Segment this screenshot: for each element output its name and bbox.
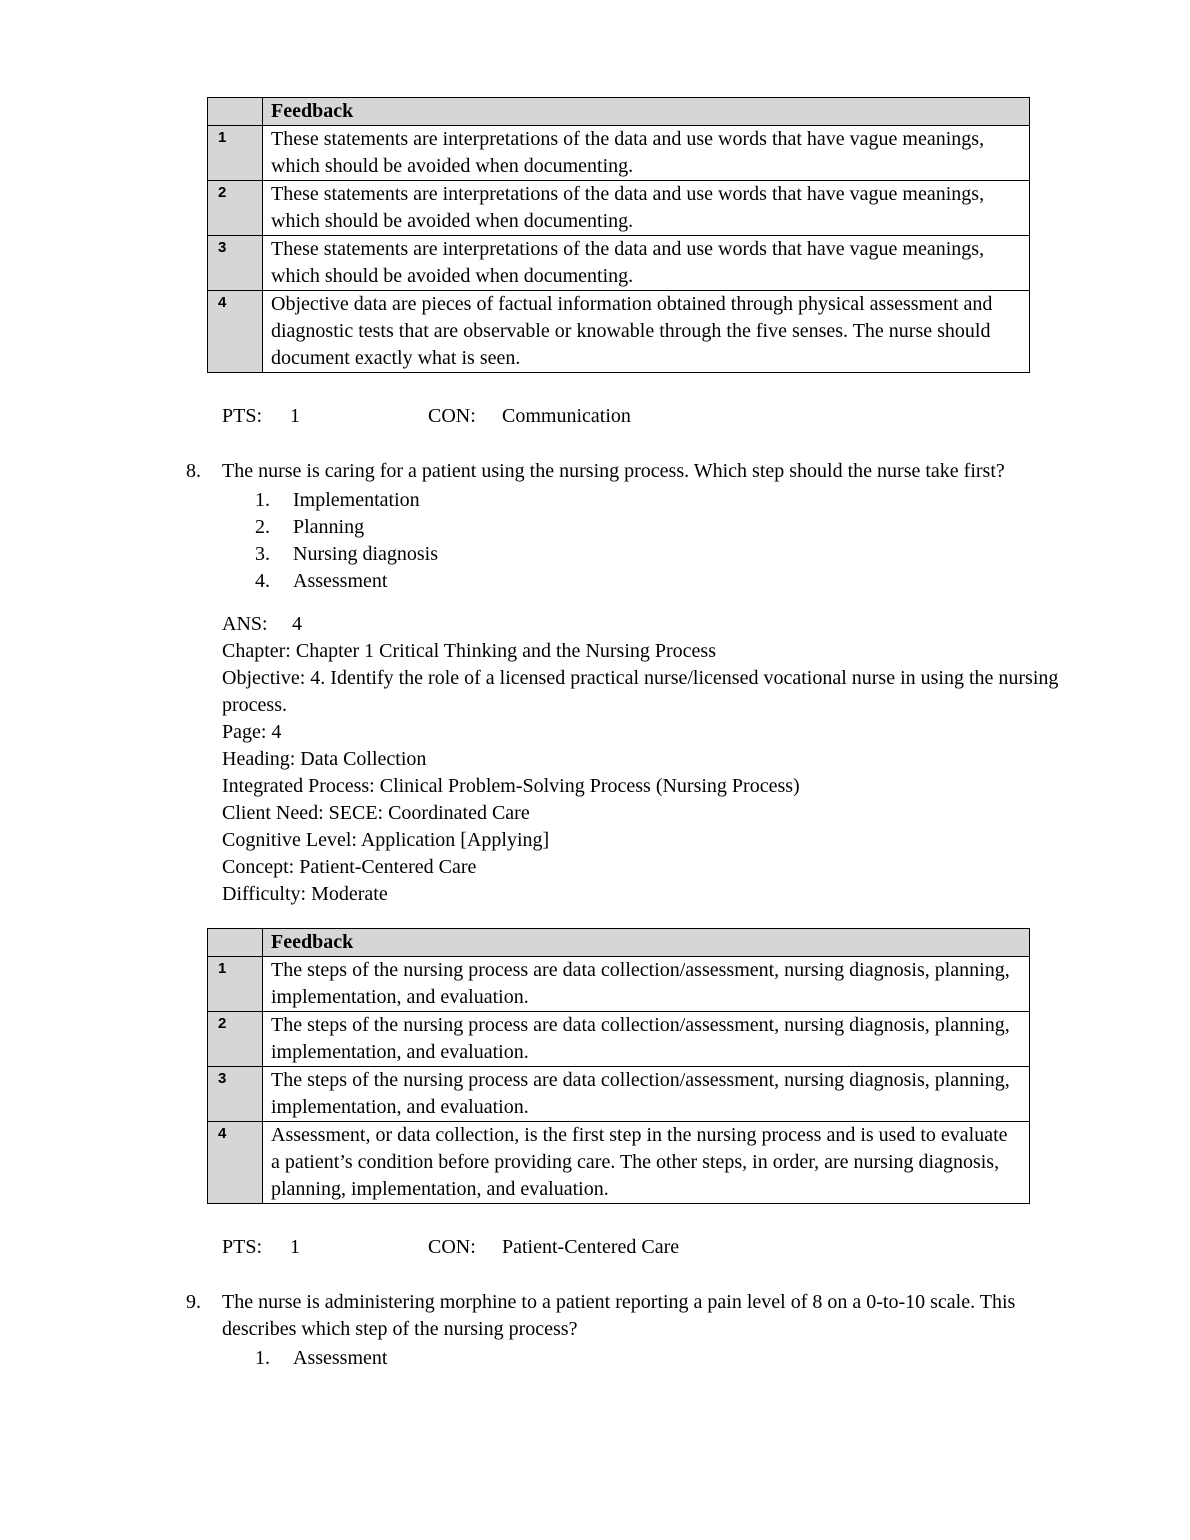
row-number: 2	[208, 181, 263, 236]
table-row	[208, 1012, 1030, 1067]
row-text: The steps of the nursing process are data collection/assessment, nursing diagnosis, planning, implementation, and evaluation.	[263, 1067, 1030, 1122]
feedback-header-row	[208, 98, 1030, 126]
pts-label: PTS:	[222, 1236, 263, 1258]
answer-block	[222, 611, 1082, 908]
feedback-table-1	[207, 97, 1030, 373]
option-item	[255, 487, 1082, 514]
feedback-table-2	[207, 928, 1030, 1204]
option-number: 2.	[255, 516, 270, 538]
option-item	[255, 541, 1082, 568]
meta-objective: Objective: 4. Identify the role of a licensed practical nurse/licensed vocational nurse in using the nursing process.	[222, 667, 1059, 716]
option-item	[255, 568, 1082, 595]
table-row	[208, 291, 1030, 373]
feedback-header-label: Feedback	[263, 929, 1030, 957]
options-list	[255, 1345, 1082, 1372]
feedback-header-label: Feedback	[263, 98, 1030, 126]
meta-integrated-process: Integrated Process: Clinical Problem-Solving Process (Nursing Process)	[222, 775, 800, 797]
row-text: These statements are interpretations of the data and use words that have vague meanings, which should be avoided when documenting.	[263, 181, 1030, 236]
row-number: 1	[208, 126, 263, 181]
question-body	[222, 1289, 1082, 1372]
meta-concept: Concept: Patient-Centered Care	[222, 856, 477, 878]
question-text: The nurse is caring for a patient using the nursing process. Which step should the nurse take first?	[222, 460, 1005, 482]
row-number: 4	[208, 291, 263, 373]
feedback-table-2-wrapper	[186, 928, 1082, 1204]
pts-value: 1	[290, 1236, 300, 1258]
option-number: 1.	[255, 1347, 270, 1369]
pts-con-line	[222, 403, 1082, 430]
options-list	[255, 487, 1082, 595]
table-row	[208, 1122, 1030, 1204]
feedback-header-corner	[208, 98, 263, 126]
row-number: 3	[208, 236, 263, 291]
con-value: Patient-Centered Care	[502, 1236, 680, 1258]
con-label: CON:	[428, 405, 476, 427]
meta-chapter: Chapter: Chapter 1 Critical Thinking and the Nursing Process	[222, 640, 716, 662]
question-body	[222, 458, 1082, 595]
table-row	[208, 236, 1030, 291]
table-row	[208, 957, 1030, 1012]
option-number: 3.	[255, 543, 270, 565]
ans-label: ANS:	[222, 613, 268, 635]
option-item	[255, 514, 1082, 541]
row-text: These statements are interpretations of the data and use words that have vague meanings, which should be avoided when documenting.	[263, 126, 1030, 181]
row-number: 4	[208, 1122, 263, 1204]
feedback-table-1-wrapper	[186, 97, 1082, 373]
question-9	[186, 1289, 1082, 1372]
table-row	[208, 181, 1030, 236]
row-text: Assessment, or data collection, is the first step in the nursing process and is used to evaluate a patient’s condition before providing care. The other steps, in order, are nursing diagnosis, planning, implementation, and evaluation.	[263, 1122, 1030, 1204]
option-text: Planning	[293, 516, 365, 538]
option-text: Implementation	[293, 489, 420, 511]
row-text: Objective data are pieces of factual information obtained through physical assessment and diagnostic tests that are observable or knowable through the five senses. The nurse should document exactly what is seen.	[263, 291, 1030, 373]
answer-line	[222, 611, 1082, 638]
row-number: 3	[208, 1067, 263, 1122]
question-number: 8.	[186, 460, 201, 482]
con-label: CON:	[428, 1236, 476, 1258]
con-value: Communication	[502, 405, 631, 427]
pts-con-line	[222, 1234, 1082, 1261]
question-number: 9.	[186, 1291, 201, 1313]
pts-label: PTS:	[222, 405, 263, 427]
feedback-header-corner	[208, 929, 263, 957]
table-row	[208, 126, 1030, 181]
pts-value: 1	[290, 405, 300, 427]
option-number: 1.	[255, 489, 270, 511]
meta-client-need: Client Need: SECE: Coordinated Care	[222, 802, 530, 824]
option-text: Nursing diagnosis	[293, 543, 438, 565]
option-item	[255, 1345, 1082, 1372]
feedback-header-row	[208, 929, 1030, 957]
row-text: These statements are interpretations of the data and use words that have vague meanings, which should be avoided when documenting.	[263, 236, 1030, 291]
question-text: The nurse is administering morphine to a patient reporting a pain level of 8 on a 0-to-10 scale. This describes which step of the nursing process?	[222, 1291, 1016, 1340]
meta-heading: Heading: Data Collection	[222, 748, 427, 770]
row-number: 1	[208, 957, 263, 1012]
meta-cognitive-level: Cognitive Level: Application [Applying]	[222, 829, 550, 851]
ans-value: 4	[292, 613, 302, 635]
table-row	[208, 1067, 1030, 1122]
option-number: 4.	[255, 570, 270, 592]
meta-page: Page: 4	[222, 721, 282, 743]
option-text: Assessment	[293, 570, 388, 592]
meta-difficulty: Difficulty: Moderate	[222, 883, 388, 905]
option-text: Assessment	[293, 1347, 388, 1369]
row-number: 2	[208, 1012, 263, 1067]
row-text: The steps of the nursing process are data collection/assessment, nursing diagnosis, planning, implementation, and evaluation.	[263, 1012, 1030, 1067]
row-text: The steps of the nursing process are data collection/assessment, nursing diagnosis, planning, implementation, and evaluation.	[263, 957, 1030, 1012]
question-8	[186, 458, 1082, 595]
